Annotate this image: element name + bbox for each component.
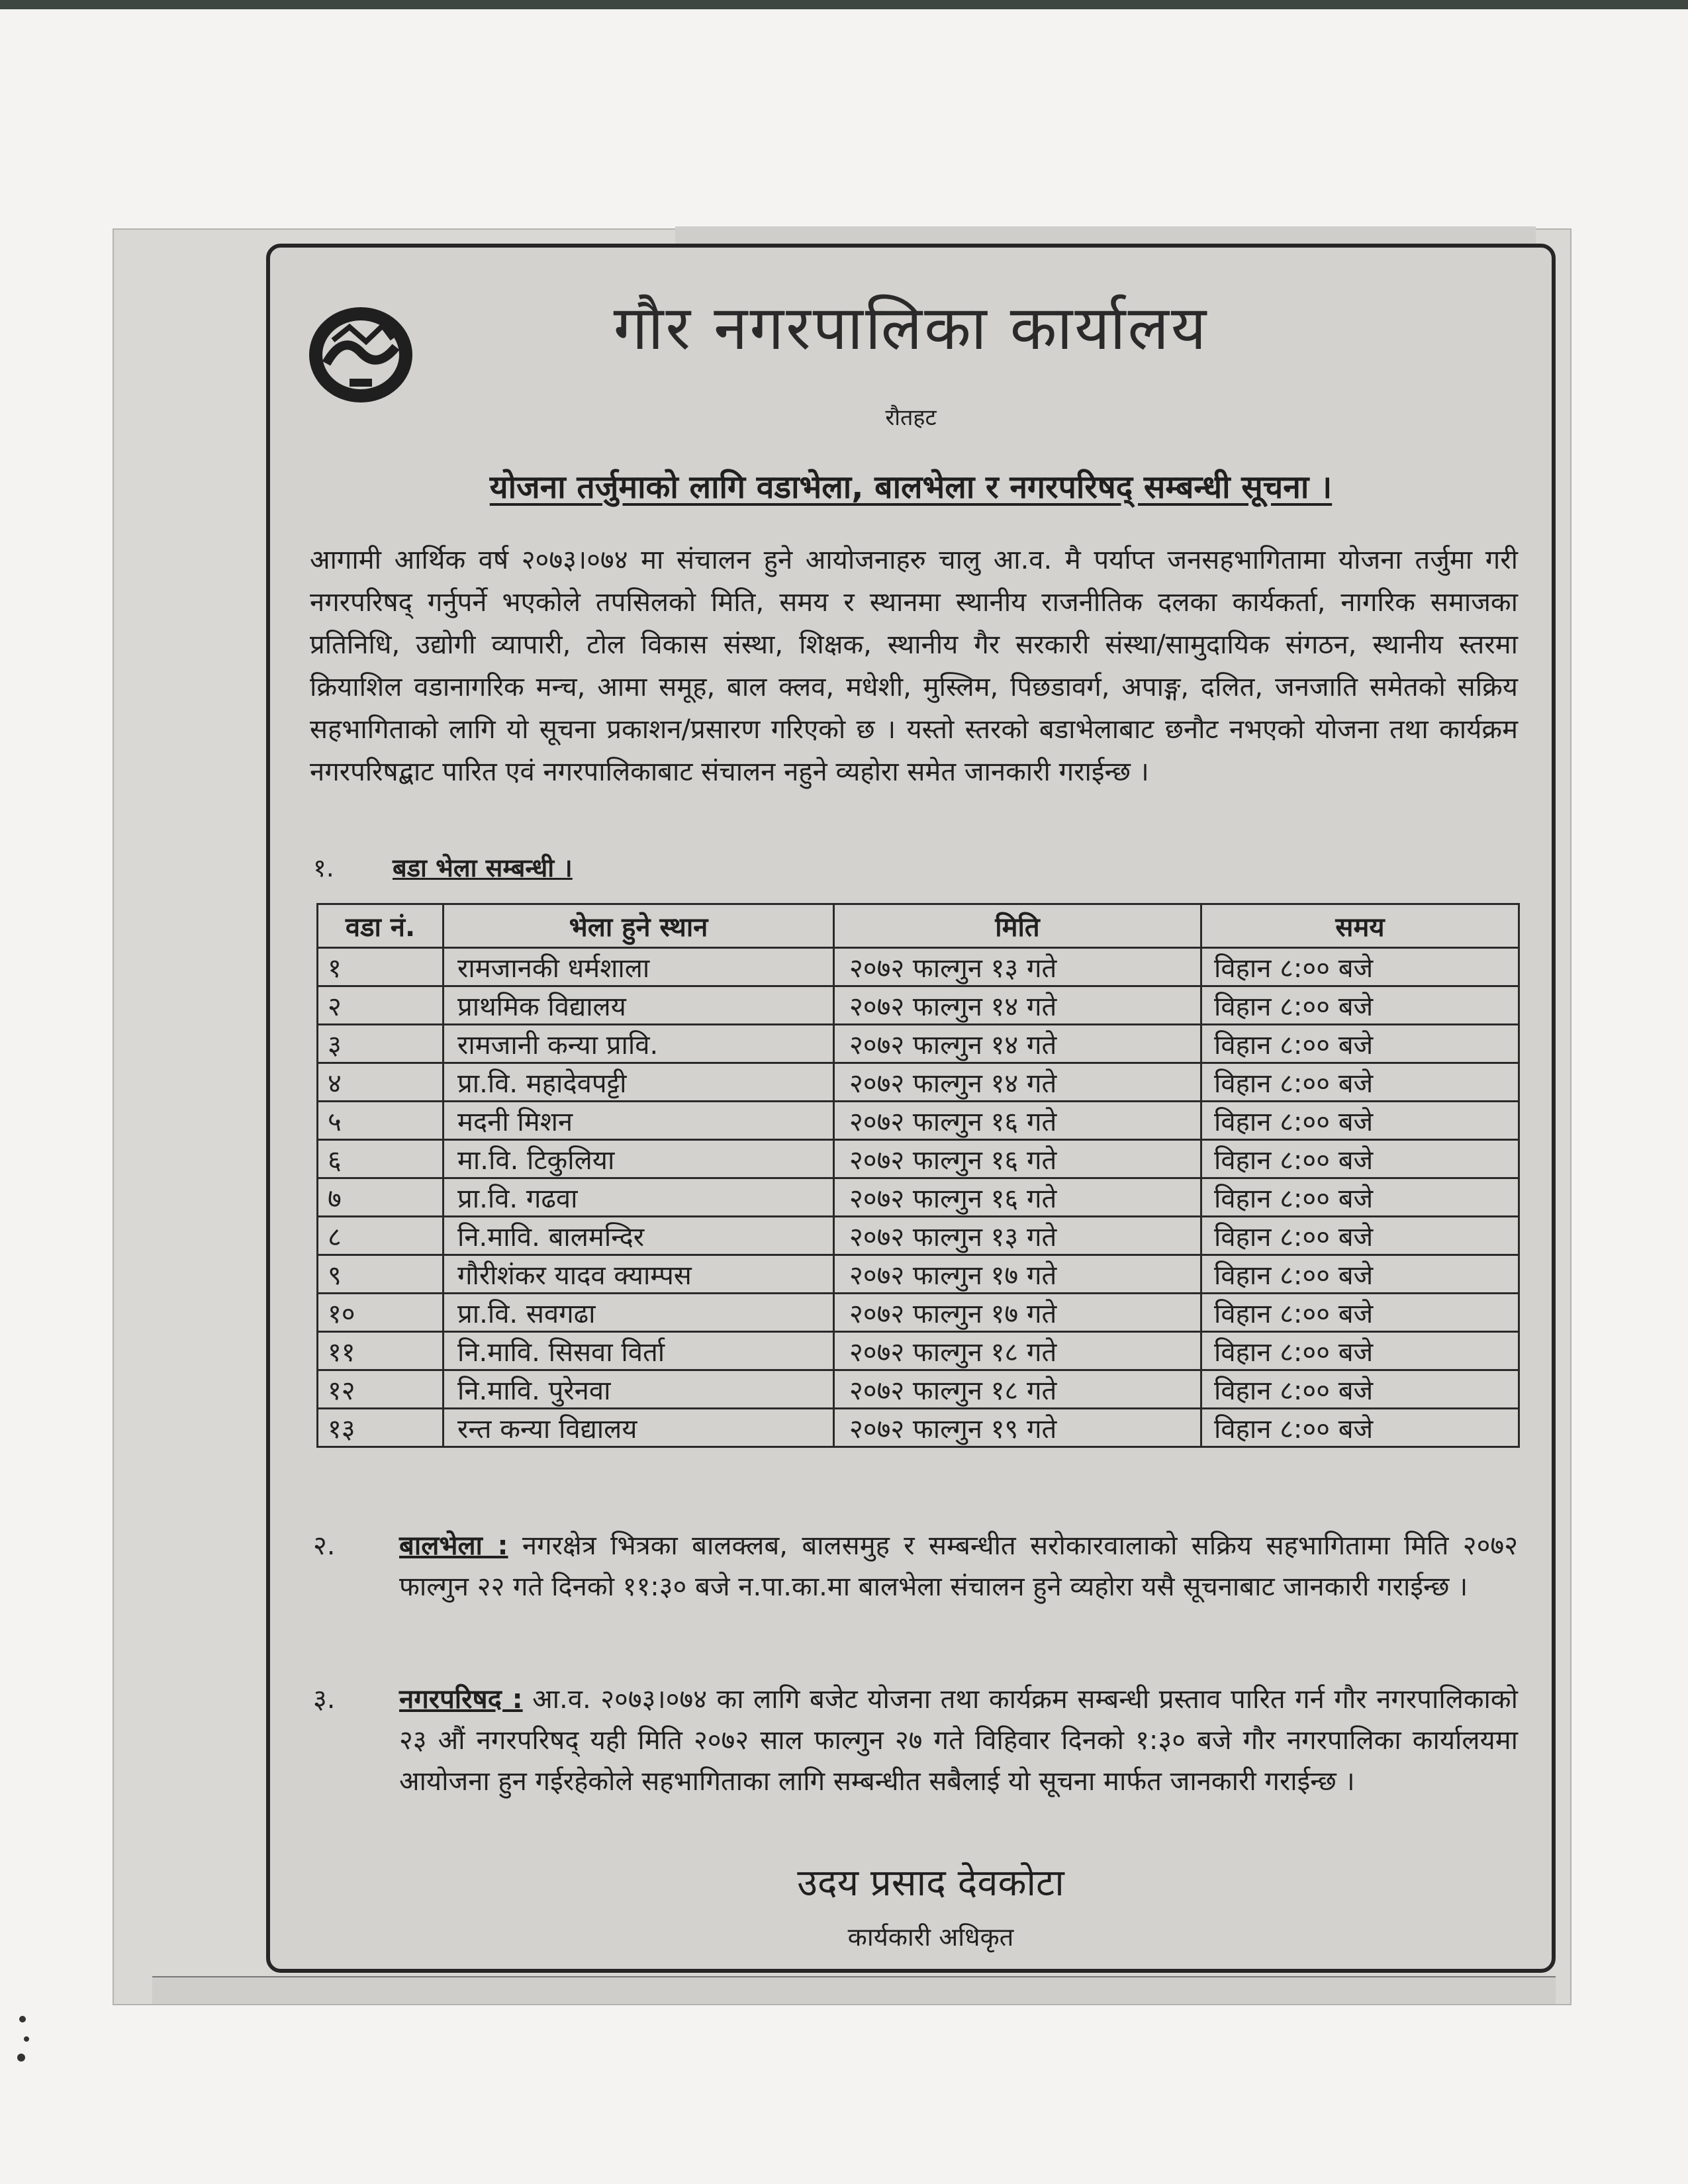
cell-venue: मा.वि. टिकुलिया bbox=[444, 1140, 834, 1178]
cell-time: विहान ८:०० बजे bbox=[1201, 1332, 1519, 1370]
cell-date: २०७२ फाल्गुन १४ गते bbox=[834, 1063, 1201, 1102]
cell-date: २०७२ फाल्गुन १३ गते bbox=[834, 1217, 1201, 1255]
cell-date: २०७२ फाल्गुन १७ गते bbox=[834, 1294, 1201, 1332]
table-row bbox=[318, 1063, 1519, 1102]
cell-ward: ६ bbox=[318, 1140, 444, 1178]
cell-date: २०७२ फाल्गुन १८ गते bbox=[834, 1370, 1201, 1409]
notice-subject: योजना तर्जुमाको लागि वडाभेला, बालभेला र नगरपरिषद् सम्बन्धी सूचना । bbox=[489, 469, 1333, 506]
cell-time: विहान ८:०० बजे bbox=[1201, 1409, 1519, 1447]
scan-specks bbox=[15, 2013, 34, 2065]
section-1-heading bbox=[313, 850, 573, 884]
cell-ward: ४ bbox=[318, 1063, 444, 1102]
cell-venue: प्रा.वि. गढवा bbox=[444, 1178, 834, 1217]
section-3-municipal-council bbox=[313, 1679, 1518, 1802]
section-label: बडा भेला सम्बन्धी । bbox=[393, 853, 573, 882]
cell-ward: १० bbox=[318, 1294, 444, 1332]
cell-time: विहान ८:०० बजे bbox=[1201, 1178, 1519, 1217]
cell-time: विहान ८:०० बजे bbox=[1201, 948, 1519, 986]
column-header-date: मिति bbox=[834, 904, 1201, 948]
table-row bbox=[318, 1102, 1519, 1140]
section-text: आ.व. २०७३।०७४ का लागि बजेट योजना तथा कार्यक्रम सम्बन्धी प्रस्ताव पारित गर्न गौर नगरपालिकाको २३ औं नगरपरिषद् यही मिति २०७२ साल फाल्गुन २७ गते विहिवार दिनको १:३० बजे गौर नगरपालिका कार्यालयमा आयोजना हुन गईरहेकोले सहभागिताका लागि सम्बन्धीत सबैलाई यो सूचना मार्फत जानकारी गराईन्छ । bbox=[399, 1684, 1518, 1797]
cell-ward: १३ bbox=[318, 1409, 444, 1447]
section-label: नगरपरिषद : bbox=[399, 1684, 523, 1715]
cell-venue: रामजानकी धर्मशाला bbox=[444, 948, 834, 986]
cell-ward: २ bbox=[318, 986, 444, 1025]
section-body bbox=[399, 1525, 1518, 1607]
cell-venue: नि.मावि. पुरेनवा bbox=[444, 1370, 834, 1409]
table-row bbox=[318, 1332, 1519, 1370]
cell-venue: नि.मावि. सिसवा विर्ता bbox=[444, 1332, 834, 1370]
table-row bbox=[318, 1255, 1519, 1294]
cell-date: २०७२ फाल्गुन १८ गते bbox=[834, 1332, 1201, 1370]
cell-date: २०७२ फाल्गुन १४ गते bbox=[834, 986, 1201, 1025]
cell-venue: प्राथमिक विद्यालय bbox=[444, 986, 834, 1025]
cell-ward: ३ bbox=[318, 1025, 444, 1063]
cell-date: २०७२ फाल्गुन १३ गते bbox=[834, 948, 1201, 986]
table-row bbox=[318, 948, 1519, 986]
intro-paragraph: आगामी आर्थिक वर्ष २०७३।०७४ मा संचालन हुने आयोजनाहरु चालु आ.व. मै पर्याप्त जनसहभागितामा योजना तर्जुमा गरी नगरपरिषद् गर्नुपर्ने भएकोले तपसिलको मिति, समय र स्थानमा स्थानीय राजनीतिक दलका कार्यकर्ता, नागरिक समाजका प्रतिनिधि, उद्योगी व्यापारी, टोल विकास संस्था, शिक्षक, स्थानीय गैर सरकारी संस्था/सामुदायिक संगठन, स्थानीय स्तरमा क्रियाशिल वडानागरिक मन्च, आमा समूह, बाल क्लव, मधेशी, मुस्लिम, पिछडावर्ग, अपाङ्ग, दलित, जनजाति समेतको सक्रिय सहभागिताको लागि यो सूचना प्रकाशन/प्रसारण गरिएको छ । यस्तो स्तरको बडाभेलाबाट छनौट नभएको योजना तथा कार्यक्रम नगरपरिषद्बाट पारित एवं नगरपालिकाबाट संचालन नहुने व्यहोरा समेत जानकारी गराईन्छ । bbox=[310, 545, 1518, 787]
cell-venue: प्रा.वि. सवगढा bbox=[444, 1294, 834, 1332]
cell-venue: नि.मावि. बालमन्दिर bbox=[444, 1217, 834, 1255]
cell-venue: रन्त कन्या विद्यालय bbox=[444, 1409, 834, 1447]
cell-date: २०७२ फाल्गुन १६ गते bbox=[834, 1140, 1201, 1178]
cell-date: २०७२ फाल्गुन १६ गते bbox=[834, 1102, 1201, 1140]
cell-venue: गौरीशंकर यादव क्याम्पस bbox=[444, 1255, 834, 1294]
signatory-name: उदय प्रसाद देवकोटा bbox=[797, 1862, 1064, 1905]
column-header-venue: भेला हुने स्थान bbox=[444, 904, 834, 948]
table-row bbox=[318, 1409, 1519, 1447]
section-label: बालभेला : bbox=[399, 1531, 508, 1561]
cell-ward: ५ bbox=[318, 1102, 444, 1140]
cell-time: विहान ८:०० बजे bbox=[1201, 1255, 1519, 1294]
table-row bbox=[318, 1217, 1519, 1255]
cell-ward: ११ bbox=[318, 1332, 444, 1370]
cell-time: विहान ८:०० बजे bbox=[1201, 1102, 1519, 1140]
section-2-children-assembly bbox=[313, 1525, 1518, 1607]
section-number: २. bbox=[313, 1531, 336, 1561]
cell-date: २०७२ फाल्गुन १७ गते bbox=[834, 1255, 1201, 1294]
section-number: ३. bbox=[313, 1684, 336, 1715]
office-title: गौर नगरपालिका कार्यालय bbox=[613, 293, 1209, 363]
section-body bbox=[399, 1679, 1518, 1802]
cell-venue: प्रा.वि. महादेवपट्टी bbox=[444, 1063, 834, 1102]
cell-time: विहान ८:०० बजे bbox=[1201, 1140, 1519, 1178]
cell-time: विहान ८:०० बजे bbox=[1201, 1370, 1519, 1409]
cell-date: २०७२ फाल्गुन १६ गते bbox=[834, 1178, 1201, 1217]
ward-meeting-table bbox=[316, 903, 1520, 1448]
public-notice bbox=[266, 244, 1556, 1973]
table-row bbox=[318, 986, 1519, 1025]
scan-top-edge bbox=[0, 0, 1688, 9]
table-row bbox=[318, 1178, 1519, 1217]
cell-date: २०७२ फाल्गुन १९ गते bbox=[834, 1409, 1201, 1447]
cell-ward: १ bbox=[318, 948, 444, 986]
signatory-designation: कार्यकारी अधिकृत bbox=[847, 1923, 1014, 1952]
cell-time: विहान ८:०० बजे bbox=[1201, 1025, 1519, 1063]
table-header-row bbox=[318, 904, 1519, 948]
cell-venue: मदनी मिशन bbox=[444, 1102, 834, 1140]
cell-ward: १२ bbox=[318, 1370, 444, 1409]
cell-ward: ७ bbox=[318, 1178, 444, 1217]
section-text: नगरक्षेत्र भित्रका बालक्लब, बालसमुह र सम्बन्धीत सरोकारवालाको सक्रिय सहभागितामा मिति २०७२ फाल्गुन २२ गते दिनको ११:३० बजे न.पा.का.मा बालभेला संचालन हुने व्यहोरा यसै सूचनाबाट जानकारी गराईन्छ । bbox=[399, 1531, 1518, 1602]
cell-time: विहान ८:०० बजे bbox=[1201, 1217, 1519, 1255]
cell-venue: रामजानी कन्या प्रावि. bbox=[444, 1025, 834, 1063]
table-row bbox=[318, 1370, 1519, 1409]
table-row bbox=[318, 1294, 1519, 1332]
office-location: रौतहट bbox=[885, 404, 937, 431]
cell-time: विहान ८:०० बजे bbox=[1201, 1063, 1519, 1102]
cell-ward: ८ bbox=[318, 1217, 444, 1255]
clipping-bottom-strip bbox=[152, 1976, 1556, 2004]
cell-time: विहान ८:०० बजे bbox=[1201, 986, 1519, 1025]
table-row bbox=[318, 1140, 1519, 1178]
column-header-time: समय bbox=[1201, 904, 1519, 948]
column-header-ward: वडा नं. bbox=[318, 904, 444, 948]
cell-date: २०७२ फाल्गुन १४ गते bbox=[834, 1025, 1201, 1063]
table-row bbox=[318, 1025, 1519, 1063]
section-number: १. bbox=[313, 853, 334, 882]
cell-ward: ९ bbox=[318, 1255, 444, 1294]
cell-time: विहान ८:०० बजे bbox=[1201, 1294, 1519, 1332]
